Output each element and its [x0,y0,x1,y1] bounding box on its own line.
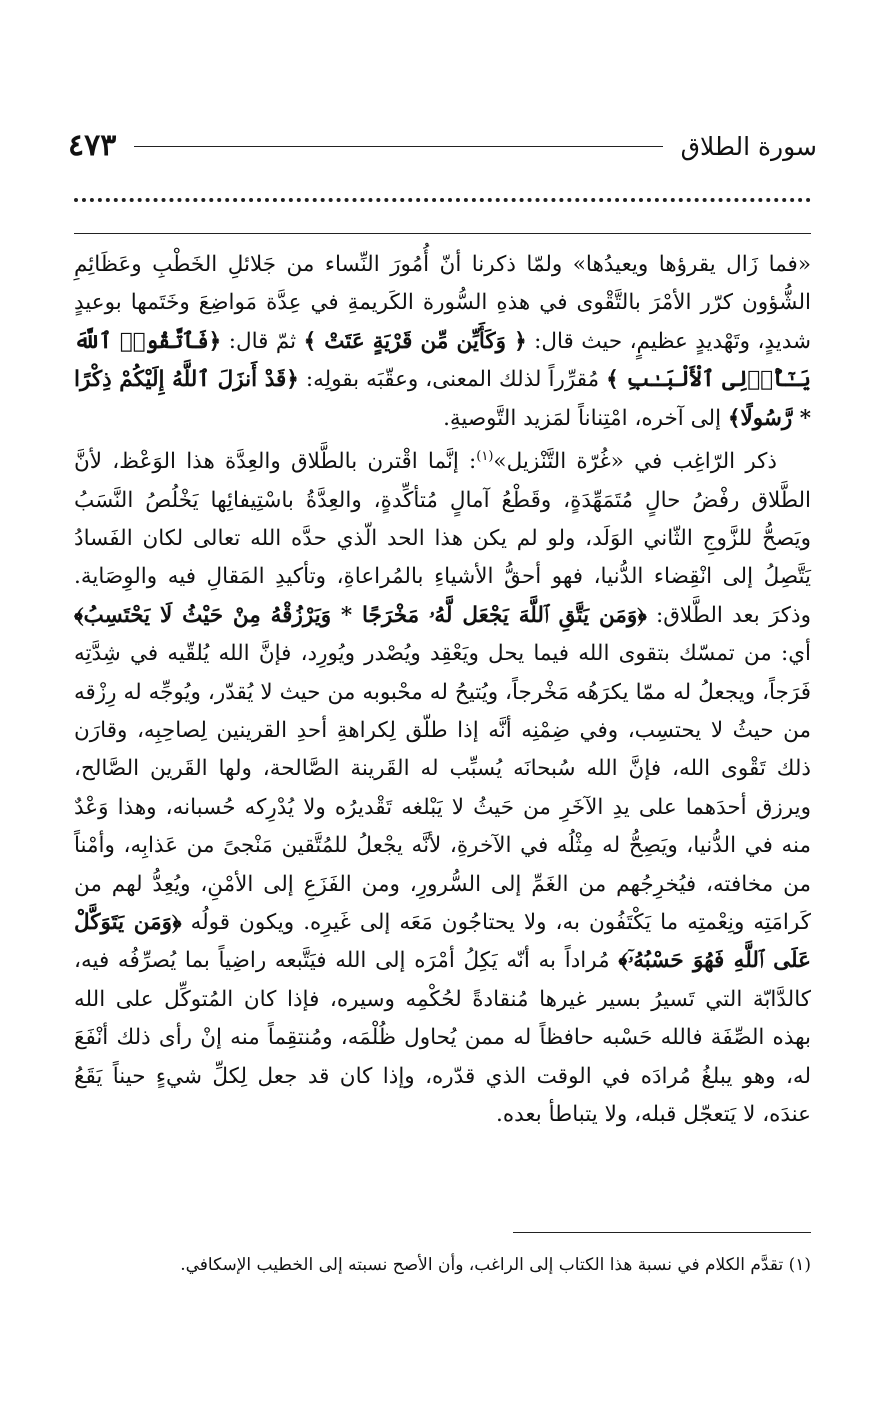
text-run: مُقرِّراً لذلك المعنى، وعقّبَه بقولِه: [298,367,607,393]
text-run: ذكر الرّاغِب في «غُرّة التَّنْزيل» [493,449,777,475]
header-divider [74,233,811,234]
quran-quote: ﴿فَٱتَّقُوا۟ ٱللَّهَ يَـٰٓأُو۟لِى ٱلْأَلْبَـٰبِ ﴾ [74,328,811,393]
quran-quote: ﴿قَدْ أَنزَلَ ٱللَّهُ إِلَيْكُمْ ذِكْرًا * رَّسُولًا﴾ [74,367,811,431]
text-run: أي: من تمسّك بتقوى الله فيما يحل ويَعْقِد ويُصْدر ويُورِد، فإنَّ الله يُلقّيه في شِدَّتِه فَرَجاً، ويجعلُ له ممّا يكرَهُه مَخْرجاً، ويُتيحُ له محْبوبه من حيث لا يُقدّر، ويُوجِّه له رِزْقه من حيثُ لا يحتسِب، وفي ضِمْنِه أنَّه إذا طلّق لِكراهةِ أحدِ القرينين لِصاحِبِه، وقارَن ذلك تَقْوى الله، فإنَّ الله سُبحانَه يُسبِّب له القَرينة الصَّالحة، ولها القَرين الصَّالح، ويرزق أحدَهما على يدِ الآخَرِ من حَيثُ لا يَبْلغه تَقْديرُه ولا يُدْرِكه حُسبانه، وهذا وَعْدٌ منه في الدُّنيا، ويَصِحُّ له مِثْلُه في الآخرةِ، لأنَّه يجْعلُ للمُتَّقين مَنْجىً من عَذابِه، وأمْناً من مخافته، فيُخرِجُهم من الغَمِّ إلى السُّرورِ، ومن الفَزَعِ إلى الأمْنِ، ويُعِدُّ لهم من كَرامَتِه ونِعْمتِه ما يَكْتَفُون به، ولا يحتاجُون مَعَه إلى غَيرِه. ويكون قولُه [74,641,812,936]
quran-quote: ﴿ وَكَأَيِّن مِّن قَرْيَةٍ عَتَتْ ﴾ [303,328,527,354]
footnote-marker: (١) [476,449,494,465]
paragraph-2 [74,438,811,1134]
text-run: ثمّ قال: [221,328,304,354]
quran-quote: ﴿وَمَن يَتَوَكَّلْ عَلَى ٱللَّهِ فَهُوَ حَسْبُهُۥٓ﴾ [74,910,811,974]
text-run: إلى آخره، امْتِناناً لمَزيد التَّوصيةِ. [443,405,728,431]
text-run: : إنَّما اقْترن بالطَّلاق والعِدَّة هذا الوَعْظ، لأنَّ الطَّلاق رفْضُ حالٍ مُتَمَهِّدَةٍ، وقَطْعُ آمالٍ مُتأكِّدةٍ، والعِدَّةُ باسْتِيفائِها يَخْلُصُ النَّسَبُ ويَصحُّ للزَّوجِ الثّاني الوَلَد، ولو لم يكن هذا الحد الّذي حدَّه الله تعالى لكان الفَسادُ يَتَّصِلُ إلى انْقِضاء الدُّنيا، فهو أحقُّ الأشياءِ بالمُراعاةِ، وتأكيدِ المَقالِ فيه والوِصَاية. وذكرَ بعد الطَّلاق: [74,449,811,628]
page-number: ٤٧٣ [68,128,117,163]
footnote: (١) تقدَّم الكلام في نسبة هذا الكتاب إلى الراغب، وأن الأصح نسبته إلى الخطيب الإسكافي. [180,1255,811,1275]
surah-title: سورة الطلاق [680,131,817,161]
quran-quote: ﴿وَمَن يَتَّقِ ٱللَّهَ يَجْعَل لَّهُۥ مَخْرَجًا * وَيَرْزُقْهُ مِنْ حَيْثُ لَا يَحْتَسِبُ﴾ [74,602,647,628]
text-run: مُراداً به أنّه يَكِلُ أمْرَه إلى الله فيَتَّبعه راضِياً بما يُصرِّفُه فيه، كالدَّابّة التي تَسيرُ بسير غيرها مُنقادةً لحُكْمِه وسيره، فإذا كان المُتوكِّل على الله بهذه الصِّفَة فالله حَسْبه حافظاً له ممن يُحاول ظُلْمَه، ومُنتقِماً منه إنْ رأى ذلك أنْفَعَ له، وهو يبلغُ مُرادَه في الوقت الذي قدّره، وإذا كان قد جعل لِكلِّ شيءٍ حيناً يَقَعُ عندَه، لا يَتعجّل قبله، ولا يتباطأ بعده. [74,948,811,1128]
paragraph-1 [74,246,811,438]
header-rule [134,146,662,147]
dotted-divider [74,198,811,202]
main-text [74,246,811,1135]
footnote-divider [513,1232,811,1233]
text-run: «فما زَال يقرؤها ويعيدُها» ولمّا ذكرنا أنّ أُمُورَ النِّساء من جَلائلِ الخَطْبِ وعَظَائِمِ الشُّؤون كرّر الأمْرَ بالتَّقْوى في هذهِ السُّورة الكَريمةِ في عِدَّة مَواضِعَ وخَتَمها بوعيدٍ شديدٍ، وتَهْديدٍ عظيمٍ، حيث قال: [74,252,812,354]
running-header [68,126,817,166]
